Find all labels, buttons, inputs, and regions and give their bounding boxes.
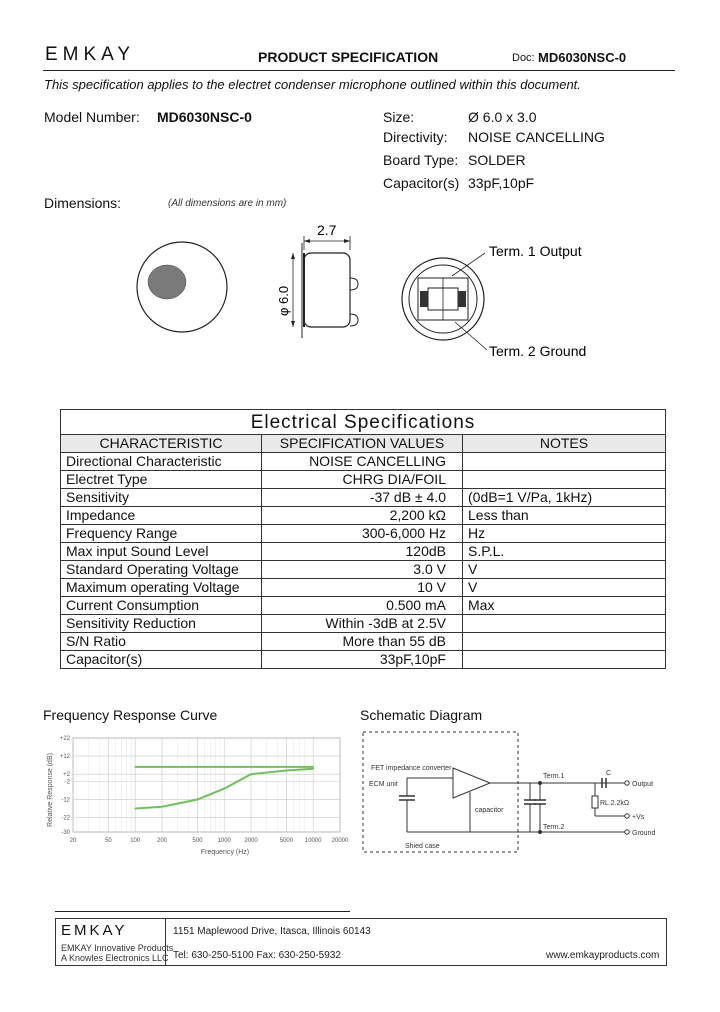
row-value: NOISE CANCELLING: [262, 453, 463, 471]
row-value: CHRG DIA/FOIL: [262, 471, 463, 489]
y-tick-label: +12: [59, 754, 70, 761]
schematic-term2: Term.2: [543, 824, 565, 831]
row-value: 10 V: [262, 579, 463, 597]
fet-label: FET impedance converter: [371, 765, 452, 772]
col-header-characteristic: CHARACTERISTIC: [61, 435, 262, 453]
series-point: [223, 788, 225, 790]
spec-value-capacitor: 33pF,10pF: [468, 175, 535, 191]
series-point: [134, 808, 136, 810]
model-label: Model Number:: [44, 109, 140, 125]
term2-label: Term. 2 Ground: [489, 343, 587, 359]
series-point: [197, 799, 199, 801]
row-characteristic: Frequency Range: [61, 525, 262, 543]
row-characteristic: S/N Ratio: [61, 633, 262, 651]
row-characteristic: Max input Sound Level: [61, 543, 262, 561]
footer-brand: EMKAY: [61, 922, 128, 939]
x-tick-label: 1000: [217, 838, 231, 844]
footer-phone: Tel: 630-250-5100 Fax: 630-250-5932: [173, 950, 341, 961]
row-value: More than 55 dB: [262, 633, 463, 651]
row-note: Less than: [463, 507, 666, 525]
vs-terminal: [625, 814, 629, 818]
row-note: [463, 651, 666, 669]
c-label: C: [606, 770, 612, 777]
series-point: [286, 766, 288, 768]
row-note: [463, 453, 666, 471]
table-row: [61, 561, 666, 579]
width-dimension: 2.7: [317, 222, 337, 238]
chart-plot-area: [73, 738, 340, 832]
row-value: 3.0 V: [262, 561, 463, 579]
row-note: V: [463, 579, 666, 597]
mic-side-outline: [304, 253, 350, 327]
header-divider: [43, 70, 675, 71]
y-tick-label: -30: [61, 830, 70, 836]
table-row: [61, 471, 666, 489]
ground-label: Ground: [632, 830, 656, 837]
row-characteristic: Sensitivity: [61, 489, 262, 507]
dimensions-note: (All dimensions are in mm): [168, 198, 287, 209]
mic-sound-port: [148, 265, 186, 299]
row-value: Within -3dB at 2.5V: [262, 615, 463, 633]
dimensions-label: Dimensions:: [44, 195, 122, 211]
row-value: 2,200 kΩ: [262, 507, 463, 525]
table-row: [61, 615, 666, 633]
shield-case-outline: [363, 732, 518, 852]
row-note: [463, 633, 666, 651]
output-label: Output: [632, 781, 654, 788]
x-tick-label: 10000: [304, 838, 322, 844]
row-note: (0dB=1 V/Pa, 1kHz): [463, 489, 666, 507]
side-terminal-top: [350, 278, 358, 290]
row-characteristic: Impedance: [61, 507, 262, 525]
series-point: [312, 768, 314, 770]
chart-xlabel: Frequency (Hz): [200, 849, 250, 856]
series-point: [134, 766, 136, 768]
y-tick-label: +2: [63, 772, 70, 779]
series-point: [161, 806, 163, 808]
model-value: MD6030NSC-0: [157, 109, 252, 125]
row-value: 0.500 mA: [262, 597, 463, 615]
table-row: [61, 651, 666, 669]
ground-terminal: [625, 830, 629, 834]
row-characteristic: Standard Operating Voltage: [61, 561, 262, 579]
electrical-spec-table: [60, 409, 666, 669]
side-terminal-bottom: [350, 314, 358, 326]
x-tick-label: 500: [192, 838, 203, 844]
table-row: [61, 453, 666, 471]
series-point: [161, 766, 163, 768]
row-characteristic: Current Consumption: [61, 597, 262, 615]
x-tick-label: 20: [69, 838, 77, 844]
table-row: [61, 633, 666, 651]
series-point: [197, 766, 199, 768]
footer-company: EMKAY Innovative Products: [61, 943, 174, 953]
spec-label-directivity: Directivity:: [383, 129, 448, 145]
y-tick-label: -22: [61, 815, 70, 822]
row-characteristic: Electret Type: [61, 471, 262, 489]
footer-divider: [55, 911, 350, 912]
y-tick-label: -12: [61, 797, 70, 804]
footer-subsidiary: A Knowles Electronics LLC: [61, 953, 169, 963]
spec-value-directivity: NOISE CANCELLING: [468, 129, 605, 145]
frequency-title: Frequency Response Curve: [43, 707, 218, 723]
ecm-label: ECM unit: [369, 781, 398, 788]
table-row: [61, 579, 666, 597]
row-note: [463, 615, 666, 633]
table-title: Electrical Specifications: [61, 410, 666, 435]
capacitor-label: capacitor: [475, 807, 504, 814]
diameter-dimension: φ 6.0: [276, 285, 291, 316]
term1-label: Term. 1 Output: [489, 243, 582, 259]
table-row: [61, 489, 666, 507]
frequency-chart: [40, 730, 350, 860]
x-tick-label: 2000: [244, 838, 258, 844]
schematic-title: Schematic Diagram: [360, 707, 483, 723]
chart-ylabel: Relative Response (dB): [47, 753, 54, 827]
y-tick-label: -2: [64, 779, 70, 786]
pad-right: [458, 291, 466, 307]
row-value: 120dB: [262, 543, 463, 561]
row-note: Hz: [463, 525, 666, 543]
page-title: PRODUCT SPECIFICATION: [258, 49, 439, 65]
row-characteristic: Sensitivity Reduction: [61, 615, 262, 633]
table-row: [61, 525, 666, 543]
table-row: [61, 507, 666, 525]
row-value: 33pF,10pF: [262, 651, 463, 669]
spec-label-capacitor: Capacitor(s): [383, 175, 460, 191]
spec-value-size: Ø 6.0 x 3.0: [468, 109, 537, 125]
table-row: [61, 597, 666, 615]
x-tick-label: 5000: [279, 838, 294, 844]
footer-address: 1151 Maplewood Drive, Itasca, Illinois 60143: [173, 926, 371, 937]
spec-value-board: SOLDER: [468, 152, 526, 168]
row-note: V: [463, 561, 666, 579]
footer-website[interactable]: www.emkayproducts.com: [546, 950, 660, 961]
row-characteristic: Capacitor(s): [61, 651, 262, 669]
table-row: [61, 543, 666, 561]
doc-number: MD6030NSC-0: [538, 50, 627, 65]
fet-amplifier-icon: [453, 768, 490, 798]
schematic-diagram: [355, 728, 675, 858]
output-terminal: [625, 781, 629, 785]
series-point: [312, 766, 314, 768]
row-characteristic: Directional Characteristic: [61, 453, 262, 471]
load-resistor-icon: [592, 796, 598, 808]
series-point: [223, 766, 225, 768]
col-header-notes: NOTES: [463, 435, 666, 453]
row-note: S.P.L.: [463, 543, 666, 561]
dimension-drawings: [0, 210, 720, 370]
schematic-term1: Term.1: [543, 773, 565, 780]
x-tick-label: 50: [105, 838, 112, 844]
spec-label-board: Board Type:: [383, 152, 459, 168]
row-value: 300-6,000 Hz: [262, 525, 463, 543]
series-point: [250, 766, 252, 768]
pad-left: [420, 291, 428, 307]
series-point: [286, 770, 288, 772]
row-note: Max: [463, 597, 666, 615]
intro-text: This specification applies to the electret condenser microphone outlined within this document.: [44, 77, 581, 92]
row-characteristic: Maximum operating Voltage: [61, 579, 262, 597]
brand-logo: EMKAY: [45, 44, 136, 65]
col-header-values: SPECIFICATION VALUES: [262, 435, 463, 453]
row-value: -37 dB ± 4.0: [262, 489, 463, 507]
spec-label-size: Size:: [383, 109, 415, 125]
rl-label: RL 2.2kΩ: [600, 800, 630, 807]
y-tick-label: +22: [59, 736, 70, 742]
doc-label: Doc:: [512, 52, 535, 64]
x-tick-label: 200: [156, 838, 168, 844]
row-note: [463, 471, 666, 489]
shield-label: Shied case: [405, 843, 440, 850]
x-tick-label: 100: [130, 838, 141, 844]
x-tick-label: 20000: [331, 838, 349, 844]
series-point: [250, 773, 252, 775]
vs-label: +Vs: [632, 814, 645, 821]
